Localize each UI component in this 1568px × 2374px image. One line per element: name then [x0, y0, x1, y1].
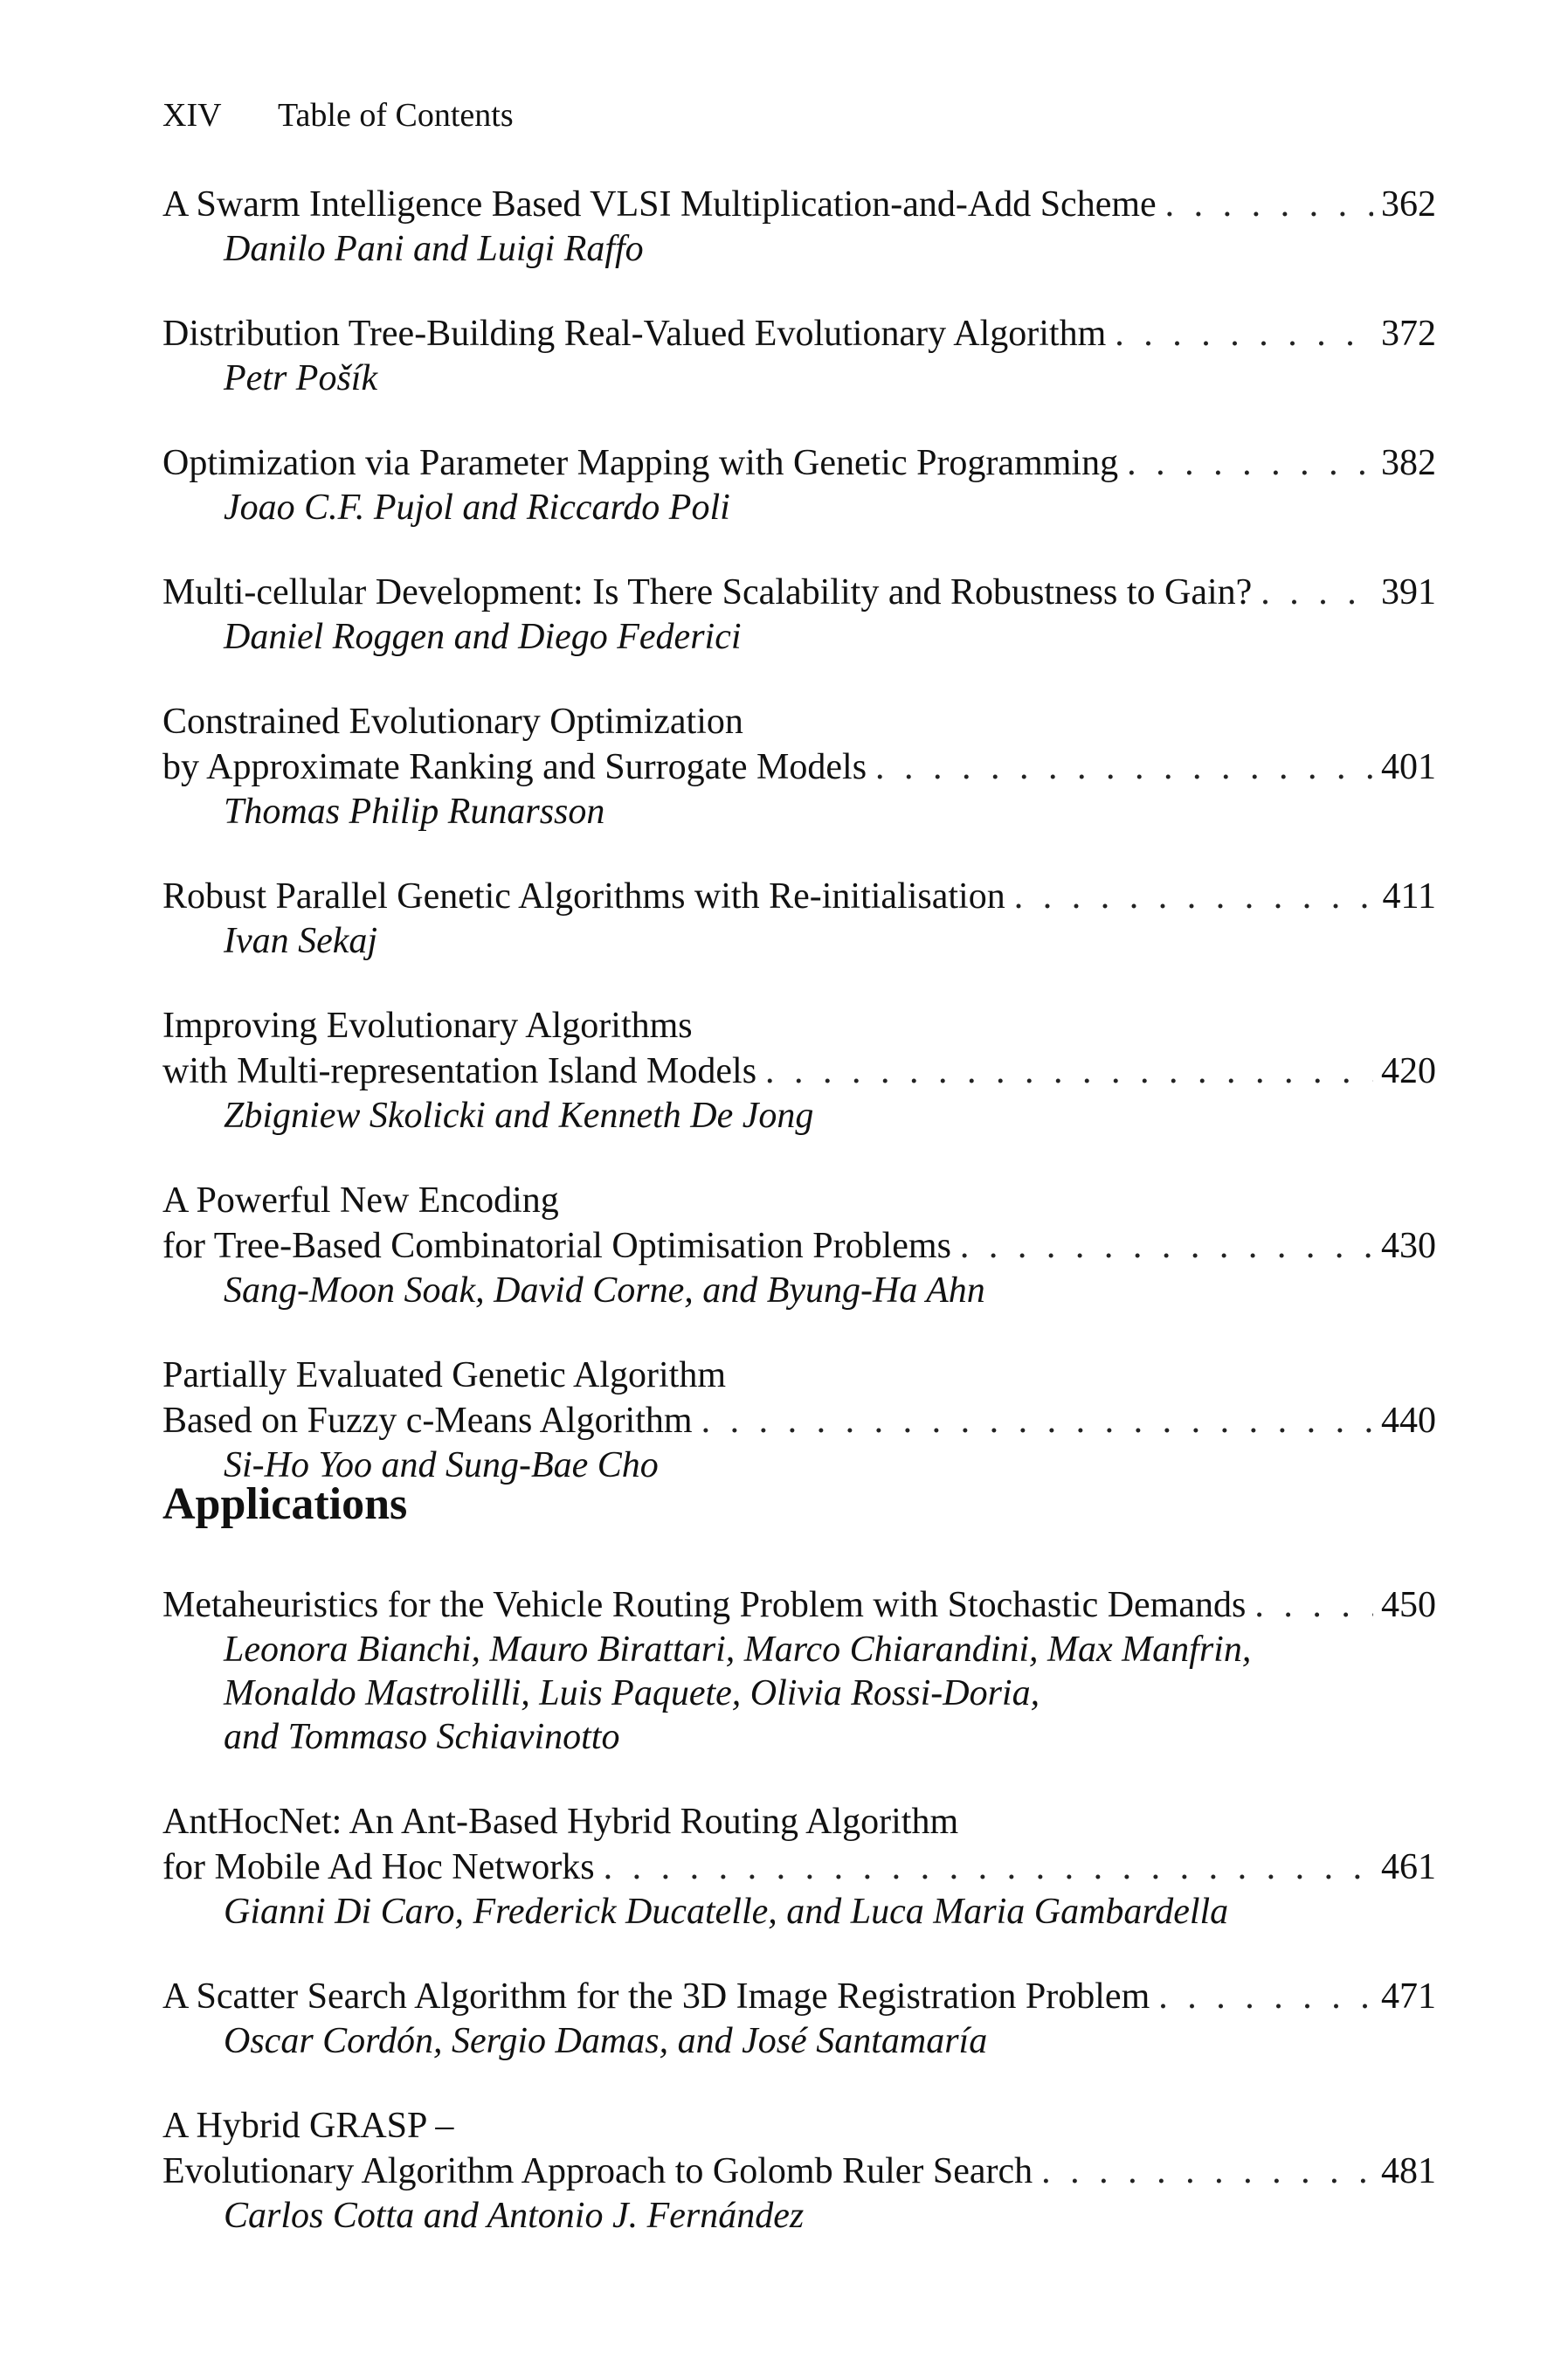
entry-title-line: Improving Evolutionary Algorithms	[162, 1006, 693, 1046]
entry-authors: Danilo Pani and Luigi Raffo	[224, 229, 644, 269]
entry-title: Optimization via Parameter Mapping with Genetic Programming	[162, 443, 1119, 483]
toc-entry[interactable]	[162, 2103, 1436, 2238]
dot-leader	[1041, 2149, 1373, 2194]
toc-entry[interactable]	[162, 1799, 1436, 1934]
entry-title: Evolutionary Algorithm Approach to Golomb Ruler Search	[162, 2151, 1033, 2191]
entry-authors: Joao C.F. Pujol and Riccardo Poli	[224, 488, 730, 528]
entry-title-line: A Hybrid GRASP –	[162, 2106, 454, 2146]
dot-leader	[765, 1049, 1373, 1094]
entry-title-line: A Powerful New Encoding	[162, 1180, 559, 1221]
entry-title: by Approximate Ranking and Surrogate Models	[162, 747, 867, 787]
toc-entry[interactable]	[162, 699, 1436, 834]
entry-title-line: Constrained Evolutionary Optimization	[162, 702, 743, 742]
entry-authors: Carlos Cotta and Antonio J. Fernández	[224, 2196, 805, 2236]
toc-entry[interactable]	[162, 1178, 1436, 1312]
entry-page-number: 382	[1381, 443, 1436, 483]
toc-list-top	[162, 182, 1436, 1527]
entry-authors: Gianni Di Caro, Frederick Ducatelle, and Luca Maria Gambardella	[224, 1892, 1229, 1932]
entry-title-row	[162, 2149, 1436, 2194]
entry-title: Distribution Tree-Building Real-Valued Evolutionary Algorithm	[162, 314, 1107, 354]
entry-page-number: 481	[1381, 2151, 1436, 2191]
dot-leader	[1014, 874, 1373, 919]
entry-authors: Thomas Philip Runarsson	[224, 792, 605, 832]
toc-entry[interactable]	[162, 311, 1436, 400]
entry-title-row	[162, 570, 1436, 615]
entry-page-number: 411	[1382, 876, 1436, 917]
entry-page-number: 401	[1381, 747, 1436, 787]
dot-leader	[1127, 440, 1373, 486]
entry-title: Multi-cellular Development: Is There Scalability and Robustness to Gain?	[162, 572, 1253, 613]
toc-entry[interactable]	[162, 1353, 1436, 1487]
entry-title: Metaheuristics for the Vehicle Routing Problem with Stochastic Demands	[162, 1585, 1247, 1625]
entry-authors: Daniel Roggen and Diego Federici	[224, 617, 742, 657]
entry-authors: Monaldo Mastrolilli, Luis Paquete, Olivia Rossi-Doria,	[224, 1673, 1040, 1713]
entry-authors: Sang-Moon Soak, David Corne, and Byung-Ha Ahn	[224, 1270, 985, 1311]
dot-leader	[1115, 311, 1373, 356]
entry-title-row	[162, 1049, 1436, 1094]
entry-title: Robust Parallel Genetic Algorithms with Re-initialisation	[162, 876, 1005, 917]
entry-title-row	[162, 744, 1436, 790]
entry-title-row	[162, 1582, 1436, 1628]
dot-leader	[604, 1845, 1373, 1890]
toc-entry[interactable]	[162, 874, 1436, 963]
toc-entry[interactable]	[162, 182, 1436, 271]
entry-page-number: 461	[1381, 1847, 1436, 1887]
dot-leader	[1165, 182, 1373, 227]
dot-leader	[1254, 1582, 1373, 1628]
entry-page-number: 420	[1381, 1051, 1436, 1091]
page-number-roman: XIV	[162, 97, 222, 134]
entry-title: for Tree-Based Combinatorial Optimisation Problems	[162, 1226, 951, 1266]
entry-title-line: Partially Evaluated Genetic Algorithm	[162, 1355, 726, 1395]
entry-page-number: 391	[1381, 572, 1436, 613]
entry-page-number: 471	[1381, 1976, 1436, 2017]
entry-title-row	[162, 1974, 1436, 2019]
entry-title-line: AntHocNet: An Ant-Based Hybrid Routing Algorithm	[162, 1802, 959, 1842]
dot-leader	[1261, 570, 1373, 615]
entry-title: A Swarm Intelligence Based VLSI Multiplication-and-Add Scheme	[162, 184, 1157, 225]
entry-title-row	[162, 1845, 1436, 1890]
entry-authors: Oscar Cordón, Sergio Damas, and José Santamaría	[224, 2021, 988, 2061]
entry-page-number: 440	[1381, 1401, 1436, 1441]
toc-list-bottom	[162, 1582, 1436, 2278]
toc-entry[interactable]	[162, 570, 1436, 659]
entry-title: Based on Fuzzy c-Means Algorithm	[162, 1401, 693, 1441]
entry-title: for Mobile Ad Hoc Networks	[162, 1847, 595, 1887]
running-title: Table of Contents	[278, 97, 514, 134]
entry-page-number: 372	[1381, 314, 1436, 354]
dot-leader	[701, 1398, 1373, 1443]
entry-authors: Zbigniew Skolicki and Kenneth De Jong	[224, 1096, 814, 1136]
entry-title-row	[162, 440, 1436, 486]
toc-entry[interactable]	[162, 1974, 1436, 2063]
toc-entry[interactable]	[162, 1003, 1436, 1138]
section-heading: Applications	[162, 1479, 408, 1529]
entry-authors: Si-Ho Yoo and Sung-Bae Cho	[224, 1445, 659, 1485]
dot-leader	[960, 1223, 1373, 1269]
entry-page-number: 362	[1381, 184, 1436, 225]
entry-title-row	[162, 874, 1436, 919]
entry-page-number: 450	[1381, 1585, 1436, 1625]
entry-authors: Petr Pošík	[224, 358, 378, 398]
dot-leader	[1158, 1974, 1373, 2019]
entry-title: A Scatter Search Algorithm for the 3D Image Registration Problem	[162, 1976, 1150, 2017]
toc-entry[interactable]	[162, 440, 1436, 529]
entry-title: with Multi-representation Island Models	[162, 1051, 757, 1091]
entry-page-number: 430	[1381, 1226, 1436, 1266]
entry-title-row	[162, 182, 1436, 227]
entry-authors: Leonora Bianchi, Mauro Birattari, Marco Chiarandini, Max Manfrin,	[224, 1630, 1252, 1670]
entry-title-row	[162, 311, 1436, 356]
entry-authors: Ivan Sekaj	[224, 921, 378, 961]
entry-title-row	[162, 1398, 1436, 1443]
dot-leader	[875, 744, 1373, 790]
entry-authors: and Tommaso Schiavinotto	[224, 1717, 620, 1757]
running-header	[162, 94, 514, 136]
toc-entry[interactable]	[162, 1582, 1436, 1759]
entry-title-row	[162, 1223, 1436, 1269]
